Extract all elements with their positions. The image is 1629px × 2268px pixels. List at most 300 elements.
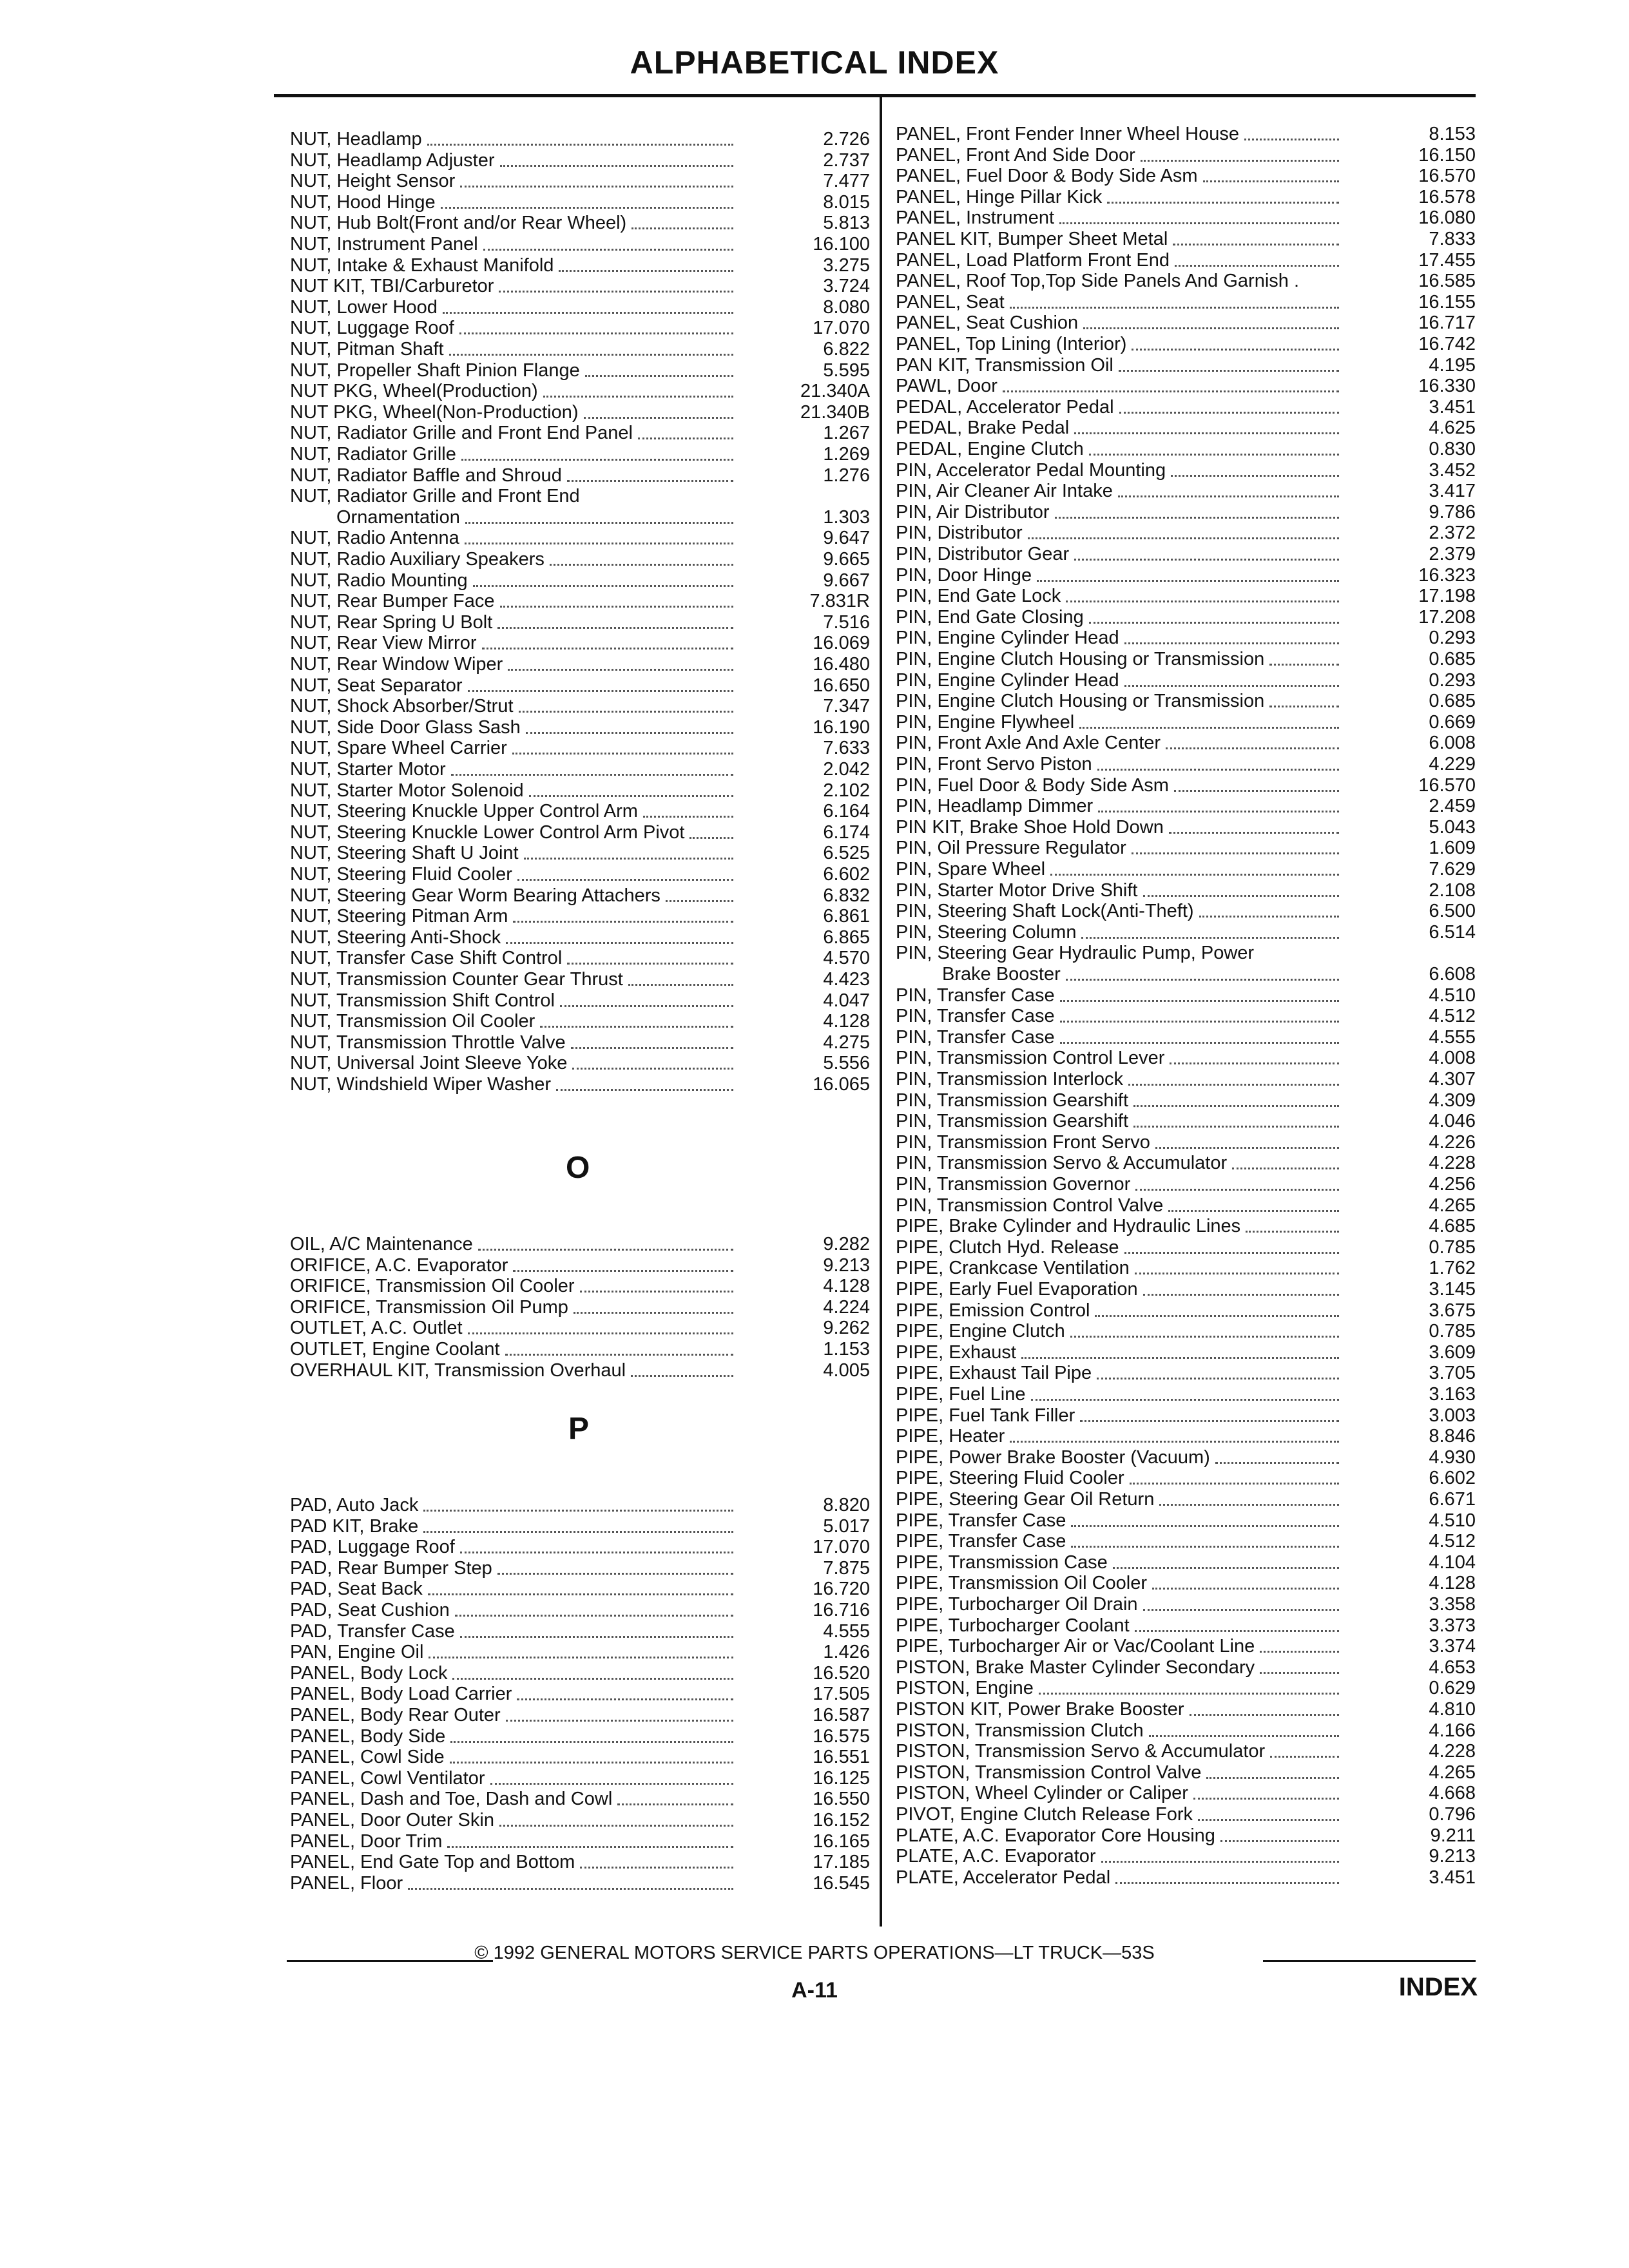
footer-rule-right bbox=[1263, 1960, 1476, 1962]
dot-leader bbox=[1198, 1819, 1339, 1821]
index-entry bbox=[290, 150, 870, 171]
dot-leader bbox=[513, 921, 733, 923]
entry-page: 9.667 bbox=[823, 570, 870, 591]
entry-label: PISTON, Transmission Clutch bbox=[896, 1720, 1144, 1741]
dot-leader bbox=[1143, 895, 1339, 897]
dot-leader bbox=[1081, 937, 1339, 939]
index-entry bbox=[290, 927, 870, 948]
index-entry bbox=[290, 1074, 870, 1095]
entry-label: NUT, Height Sensor bbox=[290, 171, 456, 192]
dot-leader bbox=[1101, 1861, 1339, 1863]
entry-label: NUT KIT, TBI/Carburetor bbox=[290, 276, 494, 297]
entry-label: NUT, Starter Motor bbox=[290, 759, 446, 780]
entry-label: PIN, Engine Clutch Housing or Transmission bbox=[896, 649, 1265, 669]
dot-leader bbox=[1171, 475, 1339, 477]
entry-page: 9.211 bbox=[1430, 1825, 1476, 1846]
dot-leader bbox=[1119, 370, 1339, 372]
entry-label: NUT PKG, Wheel(Production) bbox=[290, 381, 538, 402]
entry-page: 7.633 bbox=[823, 738, 870, 759]
index-entry bbox=[290, 1789, 870, 1810]
index-entry bbox=[896, 1048, 1476, 1069]
index-entry bbox=[290, 591, 870, 612]
index-entry bbox=[290, 738, 870, 759]
index-entry bbox=[896, 439, 1476, 460]
index-entry bbox=[290, 486, 870, 507]
entry-page: 0.785 bbox=[1429, 1321, 1476, 1342]
dot-leader bbox=[1107, 202, 1339, 204]
dot-leader bbox=[1095, 1315, 1339, 1317]
entry-page: 3.705 bbox=[1429, 1363, 1476, 1384]
index-entry bbox=[290, 1600, 870, 1621]
dot-leader bbox=[455, 1615, 733, 1617]
entry-label: NUT, Starter Motor Solenoid bbox=[290, 780, 524, 801]
dot-leader bbox=[1010, 307, 1339, 309]
index-entry bbox=[290, 570, 870, 591]
entry-page: 1.269 bbox=[823, 444, 870, 465]
entry-label: NUT, Radiator Baffle and Shroud bbox=[290, 465, 562, 486]
index-entry bbox=[290, 1768, 870, 1789]
entry-label: PIN, Distributor Gear bbox=[896, 544, 1070, 564]
entry-page: 16.155 bbox=[1418, 291, 1476, 312]
entry-page: 4.309 bbox=[1429, 1090, 1476, 1111]
entry-page: 0.785 bbox=[1429, 1236, 1476, 1258]
entry-label: PIN, Steering Gear Hydraulic Pump, Power bbox=[896, 943, 1255, 964]
index-entry bbox=[290, 633, 870, 654]
entry-label: PIN, Engine Flywheel bbox=[896, 711, 1075, 733]
entry-label: NUT, Rear Window Wiper bbox=[290, 654, 503, 675]
column-divider bbox=[880, 97, 882, 1927]
entry-label: Ornamentation bbox=[336, 506, 460, 528]
entry-page: 3.373 bbox=[1429, 1615, 1476, 1636]
index-entry bbox=[290, 717, 870, 738]
index-entry bbox=[896, 523, 1476, 544]
entry-page: 8.153 bbox=[1429, 124, 1476, 144]
index-entry bbox=[290, 1318, 870, 1339]
entry-page: 16.570 bbox=[1418, 774, 1476, 796]
entry-label: NUT, Transmission Oil Cooler bbox=[290, 1011, 535, 1032]
entry-page: 16.551 bbox=[813, 1747, 870, 1768]
entry-label: PIN, Front Axle And Axle Center bbox=[896, 733, 1161, 754]
index-entry bbox=[896, 754, 1476, 775]
index-entry bbox=[290, 1537, 870, 1558]
index-entry bbox=[896, 964, 1476, 985]
entry-page: 5.556 bbox=[823, 1053, 870, 1074]
entry-label: PIPE, Turbocharger Oil Drain bbox=[896, 1594, 1138, 1615]
index-entry bbox=[896, 460, 1476, 481]
index-entry bbox=[896, 1405, 1476, 1427]
entry-label: NUT, Universal Joint Sleeve Yoke bbox=[290, 1053, 568, 1074]
dot-leader bbox=[585, 375, 733, 377]
entry-label: NUT, Lower Hood bbox=[290, 296, 438, 318]
dot-leader bbox=[1174, 790, 1339, 792]
dot-leader bbox=[1037, 580, 1339, 582]
dot-leader bbox=[631, 1375, 733, 1377]
dot-leader bbox=[459, 332, 733, 334]
dot-leader bbox=[1220, 1840, 1339, 1842]
dot-leader bbox=[1260, 1672, 1339, 1674]
index-entry bbox=[896, 922, 1476, 943]
dot-leader bbox=[689, 837, 733, 839]
entry-label: PIPE, Steering Gear Oil Return bbox=[896, 1489, 1155, 1510]
entry-page: 5.043 bbox=[1429, 816, 1476, 838]
index-entry bbox=[896, 1426, 1476, 1447]
dot-leader bbox=[1132, 852, 1339, 854]
entry-label: PIPE, Transmission Oil Cooler bbox=[896, 1573, 1148, 1594]
entry-page: 6.861 bbox=[823, 906, 870, 927]
section-letter-o: O bbox=[566, 1151, 590, 1185]
entry-label: NUT, Radio Auxiliary Speakers bbox=[290, 549, 545, 570]
entry-page: 9.665 bbox=[823, 549, 870, 570]
entry-label: PANEL, Hinge Pillar Kick bbox=[896, 186, 1103, 207]
section-label: INDEX bbox=[1398, 1973, 1478, 2001]
entry-label: PIN, Air Cleaner Air Intake bbox=[896, 481, 1113, 502]
entry-label: PIN, Door Hinge bbox=[896, 564, 1032, 586]
index-entry bbox=[290, 1360, 870, 1381]
index-entry bbox=[896, 1594, 1476, 1615]
entry-page: 2.042 bbox=[823, 759, 870, 780]
dot-leader bbox=[567, 480, 733, 482]
dot-leader bbox=[1083, 327, 1339, 329]
dot-leader bbox=[428, 1593, 733, 1595]
entry-label: PLATE, A.C. Evaporator bbox=[896, 1846, 1096, 1867]
dot-leader bbox=[505, 1354, 733, 1356]
dot-leader bbox=[1232, 1168, 1339, 1169]
entry-page: 7.629 bbox=[1429, 859, 1476, 879]
entry-label: NUT, Steering Shaft U Joint bbox=[290, 843, 519, 864]
entry-page: 16.323 bbox=[1418, 564, 1476, 586]
entry-label: NUT, Luggage Roof bbox=[290, 318, 454, 339]
entry-label: PIN, Oil Pressure Regulator bbox=[896, 838, 1126, 859]
footer-copyright: © 1992 GENERAL MOTORS SERVICE PARTS OPERATIONS—LT TRUCK—53S bbox=[474, 1943, 1155, 1963]
index-entry bbox=[290, 1642, 870, 1663]
index-entry bbox=[896, 1090, 1476, 1111]
entry-page: 6.500 bbox=[1429, 901, 1476, 922]
index-entry bbox=[290, 1495, 870, 1516]
entry-page: 16.150 bbox=[1418, 144, 1476, 166]
dot-leader bbox=[580, 1291, 733, 1293]
index-entry bbox=[896, 1027, 1476, 1048]
index-entry bbox=[290, 1297, 870, 1318]
index-entry bbox=[290, 234, 870, 255]
dot-leader bbox=[1170, 1062, 1339, 1064]
entry-label: PANEL, Seat Cushion bbox=[896, 312, 1079, 334]
index-entry bbox=[896, 1699, 1476, 1720]
entry-page: 4.128 bbox=[823, 1011, 870, 1032]
entry-label: PISTON, Transmission Servo & Accumulator bbox=[896, 1741, 1266, 1762]
entry-label: PIN, End Gate Lock bbox=[896, 586, 1061, 607]
index-entry bbox=[290, 507, 870, 528]
page-title: ALPHABETICAL INDEX bbox=[630, 44, 999, 81]
index-entry bbox=[290, 1558, 870, 1579]
entry-label: PANEL, Body Side bbox=[290, 1725, 446, 1747]
dot-leader bbox=[499, 291, 733, 293]
entry-label: NUT, Windshield Wiper Washer bbox=[290, 1074, 552, 1095]
entry-label: PIPE, Steering Fluid Cooler bbox=[896, 1468, 1124, 1489]
entry-page: 5.813 bbox=[823, 213, 870, 234]
dot-leader bbox=[1098, 811, 1339, 812]
entry-label: NUT, Headlamp bbox=[290, 129, 422, 149]
index-entry bbox=[896, 1363, 1476, 1384]
index-entry bbox=[896, 1468, 1476, 1489]
index-entry bbox=[896, 901, 1476, 922]
entry-page: 6.671 bbox=[1429, 1489, 1476, 1510]
entry-label: PIPE, Fuel Line bbox=[896, 1384, 1026, 1405]
entry-label: PIN KIT, Brake Shoe Hold Down bbox=[896, 816, 1164, 838]
index-entry bbox=[290, 192, 870, 213]
index-entry bbox=[290, 318, 870, 339]
index-entry bbox=[290, 297, 870, 318]
entry-page: 5.017 bbox=[823, 1515, 870, 1537]
index-entry bbox=[896, 775, 1476, 796]
entry-label: PIPE, Clutch Hyd. Release bbox=[896, 1236, 1119, 1258]
entry-page: 16.587 bbox=[813, 1705, 870, 1725]
index-entry bbox=[290, 1516, 870, 1537]
index-entry bbox=[290, 801, 870, 822]
entry-label: PIN, Steering Column bbox=[896, 921, 1077, 943]
entry-label: PIPE, Heater bbox=[896, 1426, 1005, 1447]
index-entry bbox=[896, 859, 1476, 880]
entry-page: 16.550 bbox=[813, 1789, 870, 1810]
index-entry bbox=[896, 1321, 1476, 1342]
index-entry bbox=[896, 355, 1476, 376]
index-entry bbox=[896, 1237, 1476, 1258]
entry-label: PANEL, Body Lock bbox=[290, 1662, 448, 1684]
entry-label: PIPE, Transfer Case bbox=[896, 1510, 1066, 1531]
entry-page: 6.608 bbox=[1429, 964, 1476, 985]
entry-label: NUT, Transmission Counter Gear Thrust bbox=[290, 969, 623, 990]
entry-label: PAD, Transfer Case bbox=[290, 1620, 455, 1642]
dot-leader bbox=[452, 1678, 733, 1680]
entry-page: 4.512 bbox=[1429, 1006, 1476, 1027]
entry-page: 16.165 bbox=[813, 1831, 870, 1852]
entry-page: 4.005 bbox=[823, 1360, 870, 1381]
entry-page: 2.379 bbox=[1429, 544, 1476, 564]
dot-leader bbox=[560, 1005, 733, 1007]
entry-page: 6.525 bbox=[823, 843, 870, 864]
entry-page: 4.555 bbox=[823, 1620, 870, 1642]
entry-page: 3.374 bbox=[1429, 1636, 1476, 1657]
entry-label: OUTLET, A.C. Outlet bbox=[290, 1318, 463, 1339]
entry-page: 16.570 bbox=[1418, 166, 1476, 187]
entry-page: 0.685 bbox=[1429, 691, 1476, 712]
entry-label: PIN, Front Servo Piston bbox=[896, 754, 1092, 774]
entry-label: NUT, Radiator Grille bbox=[290, 444, 456, 465]
page-number: A-11 bbox=[791, 1978, 838, 2003]
dot-leader bbox=[423, 1531, 733, 1533]
entry-label: NUT, Radiator Grille and Front End Panel bbox=[290, 423, 633, 444]
index-entry bbox=[896, 334, 1476, 355]
dot-leader bbox=[1050, 874, 1339, 876]
index-entry bbox=[896, 1153, 1476, 1174]
entry-page: 3.451 bbox=[1429, 396, 1476, 418]
dot-leader bbox=[506, 1720, 733, 1722]
index-entry bbox=[290, 1726, 870, 1747]
index-entry bbox=[896, 1636, 1476, 1657]
index-entry bbox=[290, 276, 870, 297]
entry-page: 4.256 bbox=[1429, 1174, 1476, 1195]
title-rule bbox=[274, 94, 1476, 97]
entry-label: NUT, Rear Spring U Bolt bbox=[290, 611, 493, 633]
entry-page: 4.265 bbox=[1429, 1195, 1476, 1216]
entry-label: PANEL, Body Rear Outer bbox=[290, 1705, 501, 1725]
dot-leader bbox=[1071, 1525, 1339, 1527]
dot-leader bbox=[1206, 1777, 1339, 1779]
entry-page: 0.669 bbox=[1429, 711, 1476, 733]
entry-label: PANEL, Body Load Carrier bbox=[290, 1684, 512, 1705]
entry-label: PIN, Starter Motor Drive Shift bbox=[896, 879, 1138, 901]
index-entry bbox=[896, 1615, 1476, 1637]
index-entry bbox=[290, 780, 870, 802]
index-entry bbox=[290, 465, 870, 486]
dot-leader bbox=[529, 795, 733, 797]
dot-leader bbox=[468, 690, 733, 692]
dot-leader bbox=[1133, 1126, 1339, 1128]
entry-label: Brake Booster bbox=[942, 964, 1061, 985]
index-entry bbox=[896, 1195, 1476, 1216]
dot-leader bbox=[574, 1312, 733, 1314]
entry-label: NUT, Transmission Throttle Valve bbox=[290, 1032, 566, 1053]
index-entry bbox=[290, 696, 870, 717]
entry-page: 16.520 bbox=[813, 1662, 870, 1684]
dot-leader bbox=[1173, 244, 1339, 245]
index-entry bbox=[896, 691, 1476, 712]
entry-label: PIPE, Fuel Tank Filler bbox=[896, 1405, 1075, 1426]
entry-page: 3.452 bbox=[1429, 459, 1476, 481]
index-entry bbox=[896, 1678, 1476, 1699]
index-entry bbox=[896, 1657, 1476, 1678]
entry-page: 6.832 bbox=[823, 885, 870, 906]
dot-leader bbox=[1060, 1042, 1339, 1044]
entry-page: 7.833 bbox=[1429, 229, 1476, 249]
index-entry bbox=[290, 948, 870, 969]
dot-leader bbox=[1135, 1189, 1339, 1191]
index-entry bbox=[896, 1216, 1476, 1237]
entry-page: 16.330 bbox=[1418, 376, 1476, 397]
entry-label: OVERHAUL KIT, Transmission Overhaul bbox=[290, 1360, 626, 1381]
dot-leader bbox=[666, 900, 733, 902]
dot-leader bbox=[517, 1698, 733, 1700]
index-entry bbox=[290, 1276, 870, 1297]
entry-page: 16.650 bbox=[813, 675, 870, 696]
entry-page: 6.822 bbox=[823, 339, 870, 360]
entry-page: 2.102 bbox=[823, 780, 870, 801]
entry-page: 3.358 bbox=[1429, 1594, 1476, 1615]
dot-leader bbox=[1215, 1462, 1339, 1464]
entry-page: 2.726 bbox=[823, 129, 870, 149]
index-entry bbox=[896, 418, 1476, 439]
index-entry bbox=[290, 549, 870, 570]
dot-leader bbox=[1190, 1714, 1339, 1716]
entry-page: 6.865 bbox=[823, 927, 870, 948]
entry-page: 8.820 bbox=[823, 1495, 870, 1515]
entry-page: 9.647 bbox=[823, 528, 870, 549]
entry-label: ORIFICE, Transmission Oil Pump bbox=[290, 1296, 568, 1318]
entry-page: 4.128 bbox=[1429, 1573, 1476, 1594]
dot-leader bbox=[617, 1803, 733, 1805]
index-entry bbox=[896, 1720, 1476, 1742]
dot-leader bbox=[1089, 622, 1339, 624]
entry-label: PANEL, Dash and Toe, Dash and Cowl bbox=[290, 1789, 613, 1810]
index-entry bbox=[896, 145, 1476, 166]
index-entry bbox=[896, 502, 1476, 523]
entry-label: NUT, Steering Fluid Cooler bbox=[290, 864, 512, 885]
entry-label: PIPE, Power Brake Booster (Vacuum) bbox=[896, 1446, 1210, 1468]
dot-leader bbox=[638, 437, 733, 439]
index-entry bbox=[896, 1006, 1476, 1027]
entry-page: 2.737 bbox=[823, 149, 870, 171]
dot-leader bbox=[1244, 139, 1339, 140]
entry-page: 6.514 bbox=[1429, 921, 1476, 943]
entry-page: 16.575 bbox=[813, 1725, 870, 1747]
index-entry bbox=[896, 1342, 1476, 1363]
entry-label: PANEL, Seat bbox=[896, 291, 1005, 312]
entry-label: NUT, Steering Anti-Shock bbox=[290, 927, 501, 948]
entry-label: PIN, Transmission Control Valve bbox=[896, 1195, 1164, 1216]
dot-leader bbox=[1074, 432, 1339, 434]
entry-label: PIN, Engine Cylinder Head bbox=[896, 669, 1119, 691]
entry-label: NUT, Seat Separator bbox=[290, 675, 463, 696]
entry-label: PANEL, Fuel Door & Body Side Asm bbox=[896, 166, 1198, 187]
entry-page: 3.451 bbox=[1429, 1867, 1476, 1888]
dot-leader bbox=[460, 1636, 733, 1638]
entry-page: 5.595 bbox=[823, 360, 870, 381]
entry-page: 0.830 bbox=[1429, 439, 1476, 459]
dot-leader bbox=[443, 312, 733, 314]
entry-label: PIN, Headlamp Dimmer bbox=[896, 796, 1094, 817]
dot-leader bbox=[1130, 1483, 1339, 1485]
entry-page: 4.047 bbox=[823, 990, 870, 1011]
index-entry bbox=[290, 1579, 870, 1600]
entry-page: 17.070 bbox=[813, 318, 870, 339]
entry-label: PIN, Transmission Gearshift bbox=[896, 1111, 1128, 1132]
dot-leader bbox=[1031, 1399, 1339, 1401]
entry-page: 4.625 bbox=[1429, 418, 1476, 439]
index-entry bbox=[896, 1552, 1476, 1573]
entry-page: 4.265 bbox=[1429, 1762, 1476, 1783]
dot-leader bbox=[423, 1510, 733, 1512]
dot-leader bbox=[1152, 1588, 1339, 1590]
entry-page: 4.512 bbox=[1429, 1531, 1476, 1552]
index-entry bbox=[290, 402, 870, 423]
index-entry bbox=[290, 885, 870, 907]
index-entry bbox=[896, 1867, 1476, 1888]
entry-page: 16.585 bbox=[1418, 271, 1476, 292]
entry-label: PIN, Spare Wheel bbox=[896, 859, 1046, 879]
index-entry bbox=[896, 649, 1476, 670]
entry-page: 4.810 bbox=[1429, 1699, 1476, 1720]
dot-leader bbox=[1059, 222, 1339, 224]
index-entry bbox=[896, 1825, 1476, 1847]
entry-label: PIN, Transmission Control Lever bbox=[896, 1048, 1165, 1069]
dot-leader bbox=[572, 1068, 733, 1070]
dot-leader bbox=[1155, 1147, 1339, 1149]
entry-page: 2.372 bbox=[1429, 523, 1476, 544]
dot-leader bbox=[1203, 180, 1339, 182]
entry-page: 16.100 bbox=[813, 234, 870, 255]
dot-leader bbox=[1060, 1000, 1339, 1002]
entry-label: PIPE, Exhaust Tail Pipe bbox=[896, 1363, 1092, 1384]
entry-label: PAD KIT, Brake bbox=[290, 1515, 419, 1537]
dot-leader bbox=[571, 1047, 733, 1049]
index-entry bbox=[290, 129, 870, 150]
dot-leader bbox=[449, 354, 733, 356]
entry-label: PEDAL, Brake Pedal bbox=[896, 418, 1070, 439]
dot-leader bbox=[427, 144, 733, 146]
entry-page: 8.846 bbox=[1429, 1426, 1476, 1447]
index-entry bbox=[290, 1255, 870, 1276]
index-entry bbox=[896, 796, 1476, 817]
dot-leader bbox=[450, 1741, 733, 1743]
